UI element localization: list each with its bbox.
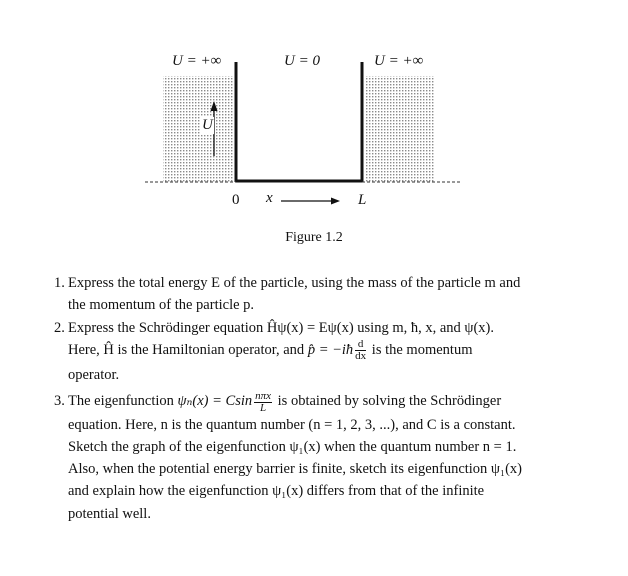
right-barrier-region	[366, 76, 434, 182]
question-text-line: Sketch the graph of the eigenfunction ψ₁(x) when the quantum number n = 1.	[68, 438, 517, 455]
hamiltonian-definition: Here, Ĥ is the Hamiltonian operator, and	[68, 341, 305, 358]
question-text-line: potential well.	[68, 505, 151, 522]
x-axis-label: x	[266, 190, 273, 206]
x-axis-arrow-head	[331, 198, 340, 205]
potential-well-diagram	[0, 0, 628, 260]
derivative-fraction	[355, 339, 366, 362]
question-number: 1.	[54, 275, 65, 291]
momentum-operator-lhs: p̂ = −iħ	[307, 341, 354, 358]
question-text-line: Express the total energy E of the particle, using the mass of the particle m and	[68, 275, 521, 291]
origin-label: 0	[232, 192, 240, 208]
question-1	[54, 272, 574, 317]
potential-well-figure	[0, 0, 628, 260]
question-number: 3.	[54, 393, 65, 410]
well-width-label: L	[358, 192, 367, 208]
eigenfunction-intro: The eigenfunction	[68, 393, 174, 410]
question-text-line: the momentum of the particle p.	[68, 297, 255, 314]
middle-potential-label: U = 0	[284, 53, 320, 69]
left-potential-label: U = +∞	[172, 53, 222, 69]
eigenfunction-denominator: L	[260, 401, 267, 414]
eigenfunction-numerator: nπx	[255, 389, 272, 402]
eigenfunction-lhs: ψₙ(x) = Csin	[177, 393, 253, 410]
derivative-denominator: dx	[355, 350, 367, 363]
question-number: 2.	[54, 319, 65, 336]
momentum-operator-text: is the momentum	[371, 341, 473, 358]
question-2	[54, 317, 574, 387]
question-text-line: and explain how the eigenfunction ψ₁(x) differs from that of the infinite	[68, 483, 485, 500]
figure-caption: Figure 1.2	[285, 230, 343, 245]
question-text-line: Express the Schrödinger equation Ĥψ(x) = Eψ(x) using m, ħ, x, and ψ(x).	[68, 319, 495, 336]
eigenfunction-fraction	[254, 391, 272, 414]
derivative-numerator: d	[355, 339, 366, 351]
question-list	[54, 272, 574, 525]
eigenfunction-text: is obtained by solving the Schrödinger	[277, 393, 502, 410]
question-text-line: equation. Here, n is the quantum number (n = 1, 2, 3, ...), and C is a constant.	[68, 416, 516, 433]
potential-arrow-label: U	[202, 117, 213, 133]
question-3	[54, 390, 574, 525]
question-text-line	[68, 339, 574, 362]
left-barrier-region	[163, 76, 233, 182]
right-potential-label: U = +∞	[374, 53, 424, 69]
question-text-line: operator.	[68, 367, 120, 384]
question-text-line: Also, when the potential energy barrier is finite, sketch its eigenfunction ψ₁(x)	[68, 461, 522, 478]
question-text-line	[68, 390, 574, 413]
